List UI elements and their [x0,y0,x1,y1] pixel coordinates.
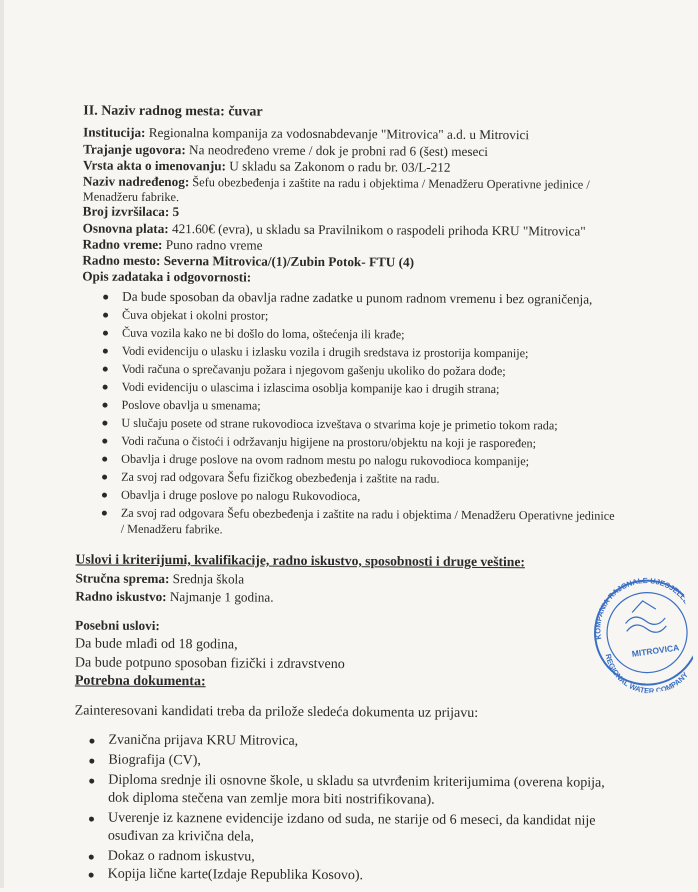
executors-row: Broj izvršilaca: 5 [82,203,180,220]
bullet-icon [89,759,94,764]
bullet-icon [102,511,107,516]
bullet-icon [102,457,107,462]
duty-item: Vodi računa o čistoći i održavanju higijene na prostoru/objektu na koji je raspoređen; [121,433,536,452]
contract-row: Trajanje ugovora: Na neodređeno vreme / dok je probni rad 6 (šest) meseci [83,141,488,159]
duty-item-cont: / Menadžeru fabrike. [120,521,223,537]
duty-item: Poslove obavlja u smenama; [121,397,260,414]
salary-row: Osnovna plata: 421.60€ (evra), u skladu sa Pravilnikom o raspodeli prihoda KRU "Mitrovica" [82,220,586,239]
bullet-icon [103,367,108,372]
documents-intro: Zainteresovani kandidati treba da prilože sledeća dokumenta uz prijavu: [74,703,479,721]
duty-item: Čuva objekat i okolni prostor; [122,307,268,324]
bullet-icon [103,313,108,318]
duty-item: U slučaju posete od strane rukovodioca izveštava o stvarima koje je primetio tokom rada; [121,415,557,434]
experience-row: Radno iskustvo: Najmanje 1 godina. [75,588,274,605]
bullet-icon [102,439,107,444]
svg-text:REGIONAL WATER COMPANY: REGIONAL WATER COMPANY [603,653,690,696]
duty-item: Obavlja i druge poslove na ovom radnom mestu po nalogu rukovodioca kompanije; [121,451,529,469]
special-condition: Da bude mlađi od 18 godina, [75,636,238,653]
position-heading: II. Naziv radnog mesta: čuvar [83,103,263,120]
bullet-icon [89,817,94,822]
bullet-icon [103,295,108,300]
stamp-seal-icon [577,565,697,700]
bullet-icon [102,421,107,426]
special-title: Posebni uslovi: [75,617,160,633]
svg-text:KOMPANIA RAJONALE UJESJELLESIT: KOMPANIA RAJONALE UJESJELLESIT [577,572,692,641]
duty-item: Vodi evidenciju o ulasku i izlasku vozila i drugih sredstava iz prostorija kompanije; [122,343,529,361]
duty-item: Za svoj rad odgovara Šefu obezbeđenja i zaštite na radu i objektima / Menadžeru Operativne jedinice [121,505,615,524]
worktime-row: Radno vreme: Puno radno vreme [82,236,263,253]
conditions-title: Uslovi i kriterijumi, kvalifikacije, radno iskustvo, sposobnosti i druge veštine: [75,551,526,570]
act-row: Vrsta akta o imenovanju: U skladu sa Zakonom o radu br. 03/L-212 [82,157,451,175]
duty-item: Čuva vozila kako ne bi došlo do loma, oštećenja ili krađe; [122,325,405,343]
bullet-icon [103,385,108,390]
duties-title: Opis zadataka i odgovornosti: [82,268,252,285]
document-item: Uverenje iz kaznene evidencije izdano od suda, ne starije od 6 meseci, da kandidat nije [108,811,596,830]
document-item-cont: dok diploma stečena van zemlje mora biti nostrifikovana). [108,790,435,808]
duty-item: Vodi računa o sprečavanju požara i njegovom gašenju ukoliko do požara dođe; [122,361,506,379]
special-condition: Da bude potpuno sposoban fizički i zdravstveno [74,655,345,673]
document-item: Dokaz o radnom iskustvu, [108,849,255,866]
bullet-icon [89,855,94,860]
bullet-icon [103,331,108,336]
bullet-icon [103,349,108,354]
duty-item: Obavlja i druge poslove po nalogu Rukovodioca, [121,487,360,504]
company-stamp [577,565,697,700]
document-item: Kopija lične karte(Izdaje Republika Kosovo). [108,867,364,885]
duty-item: Da bude sposoban da obavlja radne zadatke u punom radnom vremenu i bez ograničenja, [122,289,592,308]
duty-item: Za svoj rad odgovara Šefu fizičkog obezbeđenja i zaštite na radu. [121,469,440,487]
bullet-icon [89,779,94,784]
document-item: Diploma srednje ili osnovne škole, u skladu sa utvrđenim kriterijumima (overena kopija, [108,773,605,792]
bullet-icon [103,403,108,408]
education-row: Stručna sprema: Srednja škola [75,570,245,587]
institution-row: Institucija: Regionalna kompanija za vodosnabdevanje "Mitrovica" a.d. u Mitrovici [83,124,530,143]
superior-row-cont: Menadžeru fabrike. [82,189,180,205]
location-row: Radno mesto: Severna Mitrovica/(1)/Zubin Potok- FTU (4) [82,252,415,270]
document-item: Biografija (CV), [108,753,201,770]
bullet-icon [89,873,94,878]
document-item: Zvanična prijava KRU Mitrovica, [108,733,298,750]
bullet-icon [89,739,94,744]
duty-item: Vodi evidenciju o ulascima i izlascima osoblja kompanije kao i drugih strana; [122,379,500,397]
svg-text:MITROVICA: MITROVICA [631,642,680,659]
bullet-icon [102,493,107,498]
bullet-icon [102,475,107,480]
document-item-cont: osuđivan za krivična dela, [107,828,255,845]
superior-row: Naziv nadređenog: Šefu obezbeđenja i zaštite na radu i objektima / Menadžeru Operativne jedinice / [82,173,590,192]
documents-title: Potrebna dokumenta: [74,673,206,690]
